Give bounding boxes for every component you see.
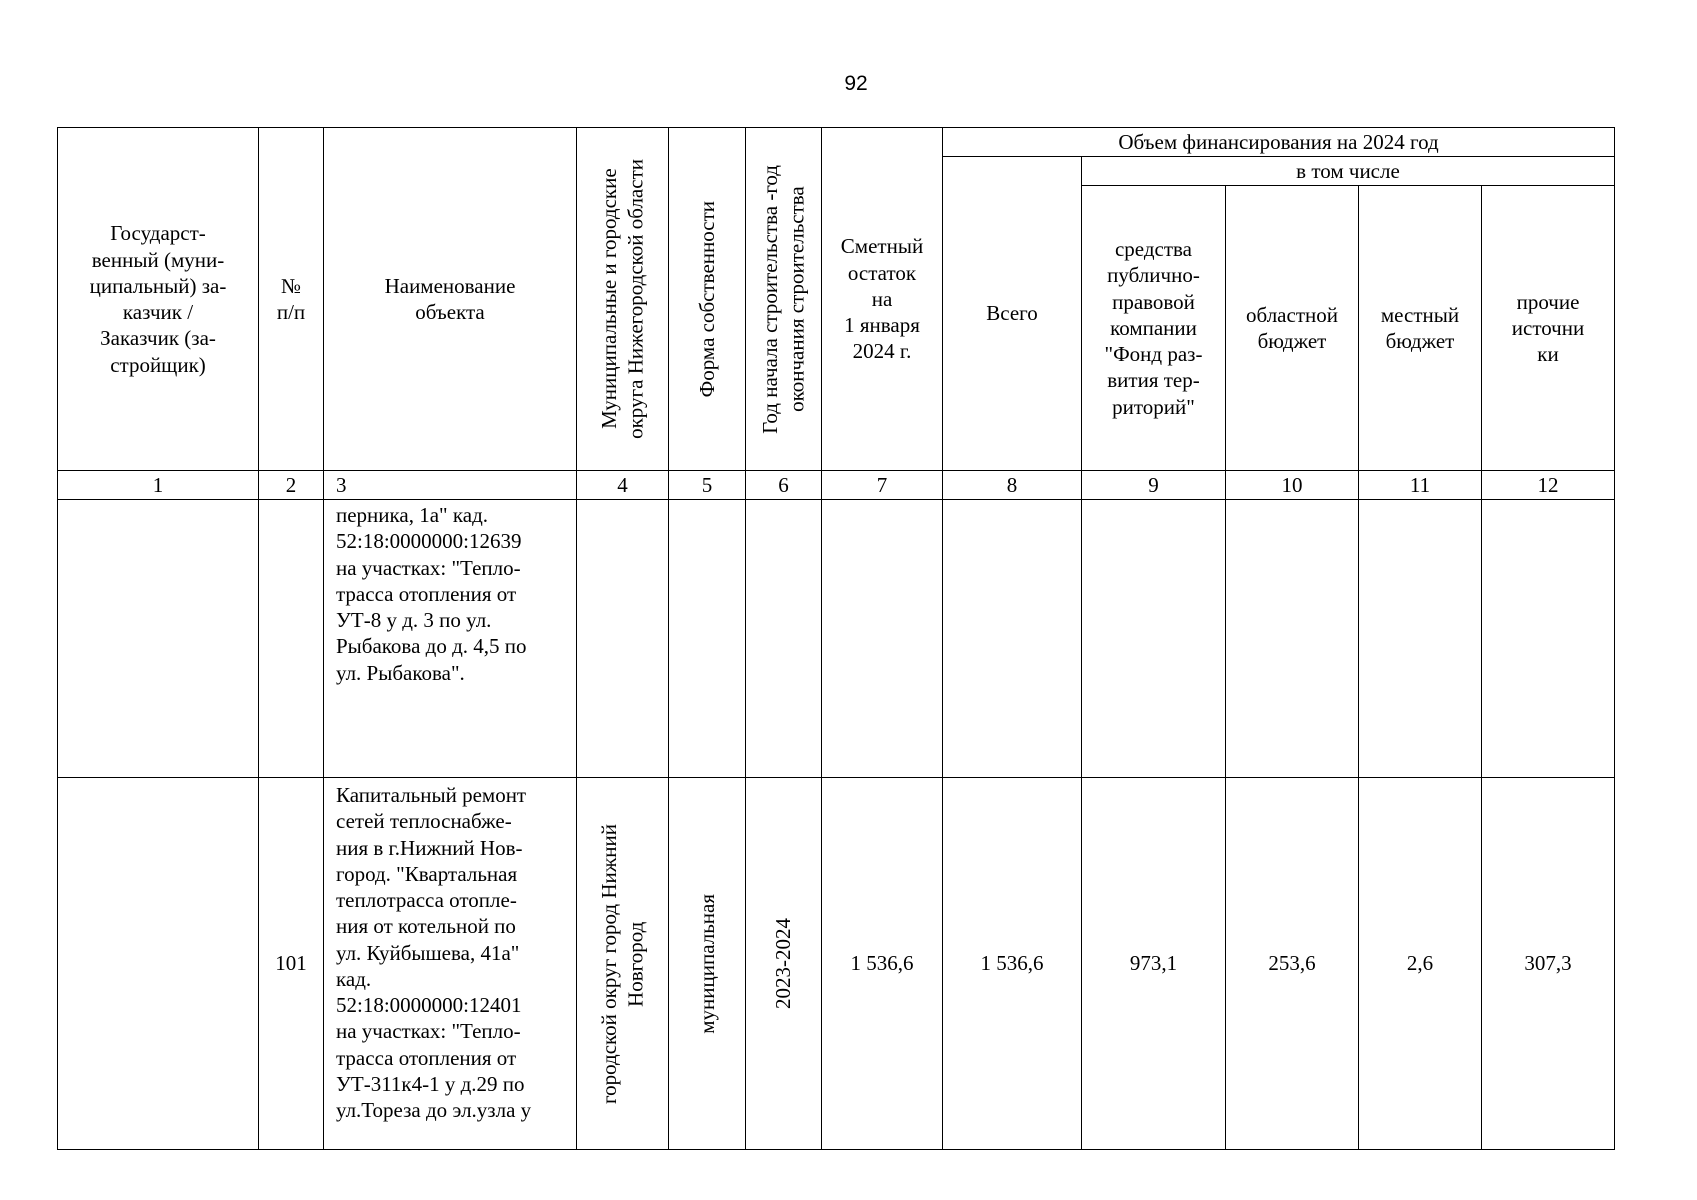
row-municipality [577,500,669,778]
header-years: Год начала строительства -год окончания строительства [758,164,809,434]
header-object-name: Наименование объекта [324,128,577,471]
header-regional: областной бюджет [1226,186,1359,471]
row-other [1482,500,1615,778]
column-number: 8 [943,471,1082,500]
header-financing: Объем финансирования на 2024 год [943,128,1615,157]
row-ownership [669,500,746,778]
column-number: 9 [1082,471,1226,500]
column-number: 10 [1226,471,1359,500]
header-number: № п/п [259,128,324,471]
row-customer [58,500,259,778]
financing-table [57,127,1615,1150]
header-other: прочие источни ки [1482,186,1615,471]
row-total: 1 536,6 [943,778,1082,1150]
column-number: 2 [259,471,324,500]
row-fund [1082,500,1226,778]
row-regional: 253,6 [1226,778,1359,1150]
row-regional [1226,500,1359,778]
header-fund: средства публично- правовой компании "Фонд раз- вития тер- риторий" [1082,186,1226,471]
row-number: 101 [259,778,324,1150]
row-estimate: 1 536,6 [822,778,943,1150]
header-ownership: Форма собственности [694,200,719,398]
header-municipality-cell [577,128,669,471]
row-ownership: муниципальная [694,893,719,1034]
row-object-name: Капитальный ремонт сетей теплоснабже- ния в г.Нижний Нов- город. "Квартальная теплотрасса отопле- ния от котельной по ул. Куйбышева, 41а" кад. 52:18:0000000:12401 на участках: "Тепло- трасса отопления от УТ-311к4-1 у д.29 по ул.Тореза до эл.узла у [324,778,577,1150]
page-number: 92 [844,72,868,95]
header-municipality: Муниципальные и городские округа Нижегородской области [597,159,648,439]
row-years [746,500,822,778]
row-estimate [822,500,943,778]
row-fund: 973,1 [1082,778,1226,1150]
column-number: 3 [324,471,577,500]
column-number: 5 [669,471,746,500]
header-customer: Государст- венный (муни- ципальный) за- казчик / Заказчик (за- стройщик) [58,128,259,471]
row-total [943,500,1082,778]
header-ownership-cell [669,128,746,471]
header-estimate: Сметный остаток на 1 января 2024 г. [822,128,943,471]
row-municipality-cell [577,778,669,1150]
column-number: 6 [746,471,822,500]
row-local: 2,6 [1359,778,1482,1150]
column-number: 4 [577,471,669,500]
row-object-name: перника, 1а" кад. 52:18:0000000:12639 на участках: "Тепло- трасса отопления от УТ-8 у д. 3 по ул. Рыбакова до д. 4,5 по ул. Рыбакова". [324,500,577,778]
row-local [1359,500,1482,778]
row-other: 307,3 [1482,778,1615,1150]
column-number: 7 [822,471,943,500]
row-years: 2023-2024 [771,918,796,1009]
row-years-cell [746,778,822,1150]
row-customer [58,778,259,1150]
header-total: Всего [943,157,1082,471]
row-number [259,500,324,778]
column-number: 1 [58,471,259,500]
row-ownership-cell [669,778,746,1150]
row-municipality: городской округ город Нижний Новгород [597,823,648,1104]
column-numbers-row [58,471,1615,500]
header-years-cell [746,128,822,471]
column-number: 12 [1482,471,1615,500]
header-including: в том числе [1082,157,1615,186]
table-row [58,778,1615,1150]
header-local: местный бюджет [1359,186,1482,471]
table-row [58,500,1615,778]
column-number: 11 [1359,471,1482,500]
